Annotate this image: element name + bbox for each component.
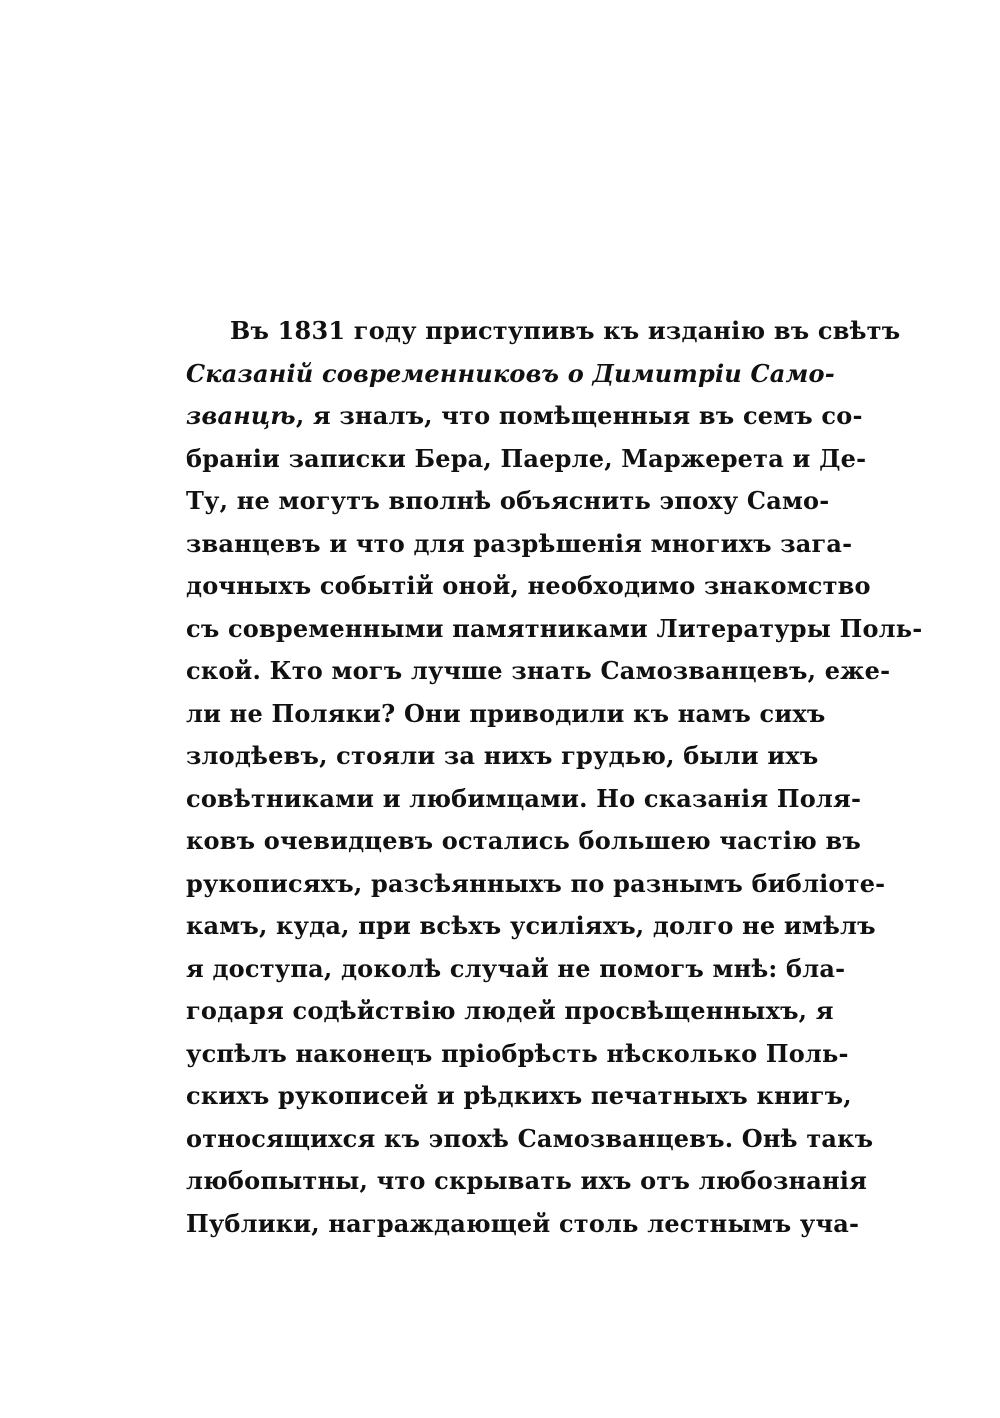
text-line-9: ской. Кто могъ лучше знать Самозванцевъ, еже-	[186, 656, 891, 685]
text-line-12: совѣтниками и любимцами. Но сказанія Поля-	[186, 783, 862, 813]
text-line-3-rest: , я зналъ, что помѣщенныя въ семъ со-	[295, 401, 863, 430]
text-line-2-italic-title: Сказаній современниковъ о Димитріи Само-	[186, 358, 835, 388]
text-line-17: годаря содѣйствію людей просвѣщенныхъ, я	[186, 996, 834, 1025]
text-line-18: успѣлъ наконецъ пріобрѣсть нѣсколько Поль-	[186, 1038, 849, 1068]
text-line-5: Ту, не могутъ вполнѣ объяснить эпоху Само-	[186, 486, 830, 515]
text-line-6: званцевъ и что для разрѣшенія многихъ зага-	[186, 528, 853, 558]
text-line-21: любопытны, что скрывать ихъ отъ любознанія	[186, 1166, 868, 1195]
text-line-22: Публики, награждающей столь лестнымъ уча-	[186, 1208, 860, 1238]
text-line-16: я доступа, доколѣ случай не помогъ мнѣ: бла-	[186, 953, 846, 983]
text-line-8: съ современными памятниками Литературы Поль-	[186, 613, 923, 643]
body-paragraph	[186, 310, 923, 1245]
text-line-15: камъ, куда, при всѣхъ усиліяхъ, долго не имѣлъ	[186, 911, 876, 940]
text-line-3	[186, 395, 863, 438]
text-line-20: относящихся къ эпохѣ Самозванцевъ. Онѣ такъ	[186, 1123, 874, 1153]
text-line-10: ли не Поляки? Они приводили къ намъ сихъ	[186, 698, 826, 728]
text-line-14: рукописяхъ, разсѣянныхъ по разнымъ библіоте-	[186, 868, 886, 898]
text-line-7: дочныхъ событій оной, необходимо знакомство	[186, 571, 871, 600]
text-line-19: скихъ рукописей и рѣдкихъ печатныхъ книгъ,	[186, 1081, 852, 1110]
text-line-1: Въ 1831 году приступивъ къ изданію въ свѣтъ	[230, 316, 901, 345]
text-line-13: ковъ очевидцевъ остались большею частію въ	[186, 826, 861, 855]
text-line-11: злодѣевъ, стояли за нихъ грудью, были ихъ	[186, 741, 819, 770]
text-line-4: браніи записки Бера, Паерле, Маржерета и Де-	[186, 443, 867, 473]
text-line-3-italic: званцѣ	[186, 401, 296, 430]
